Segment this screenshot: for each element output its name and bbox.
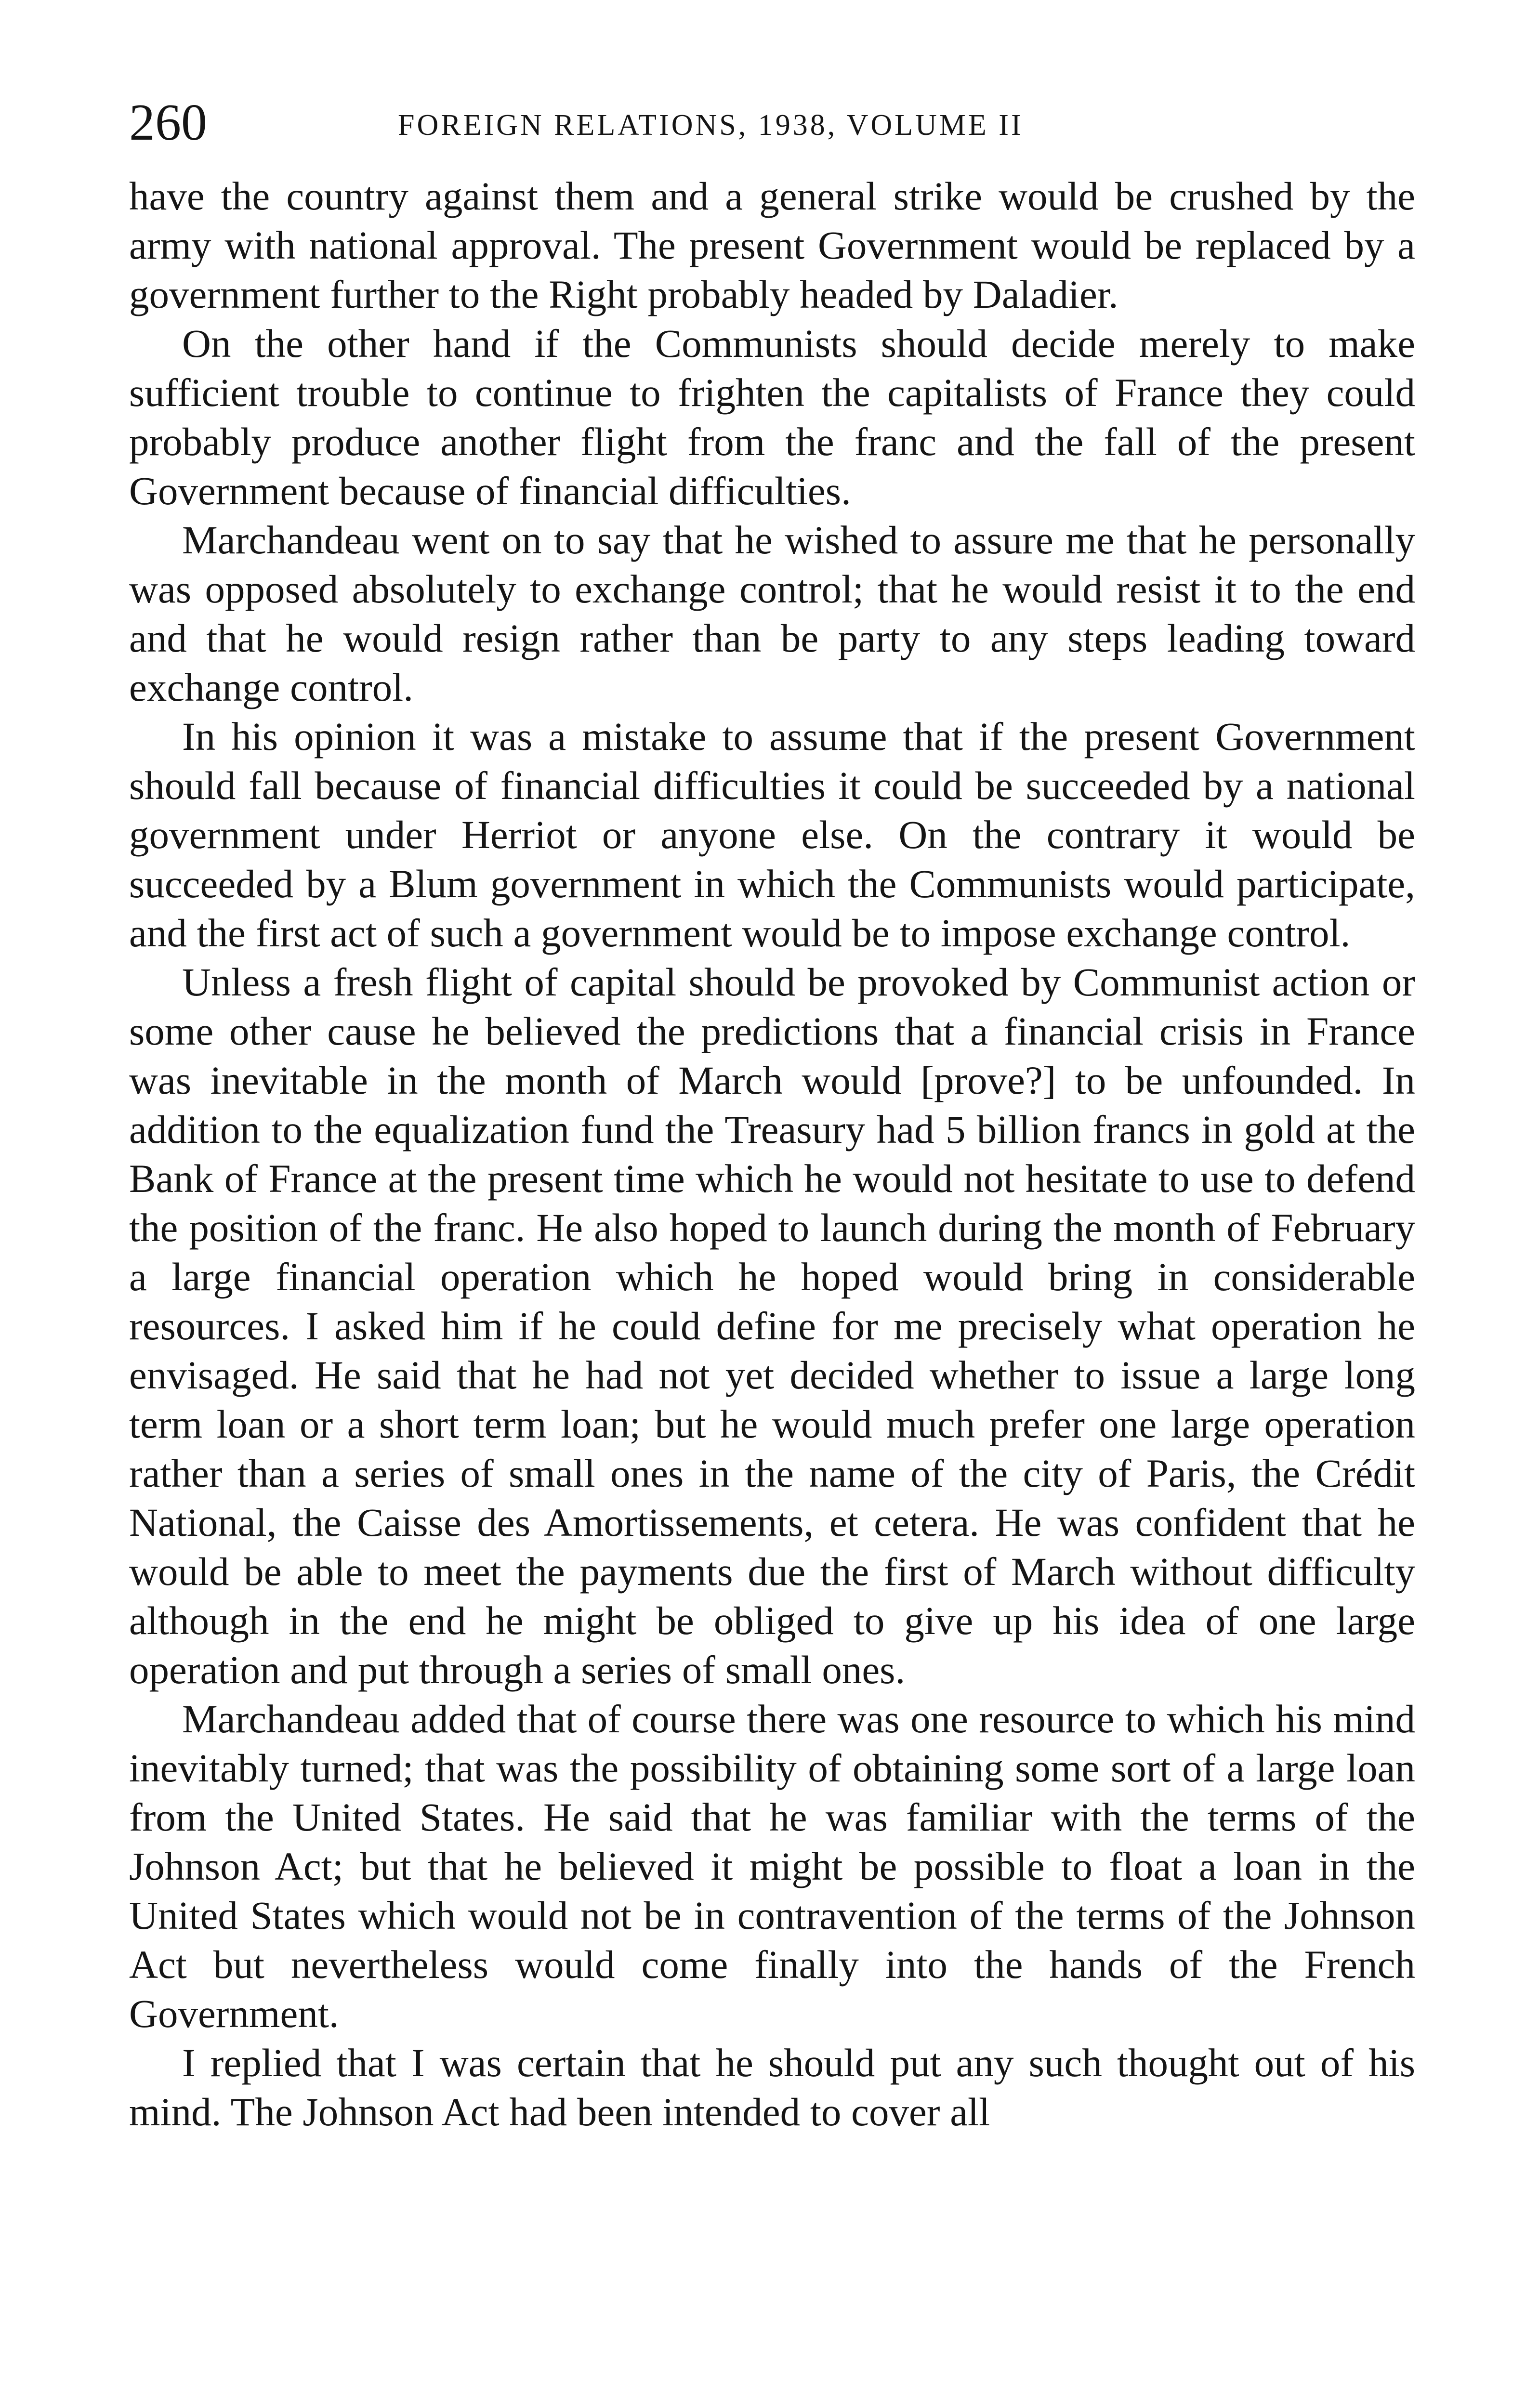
running-head: [129, 92, 1415, 154]
paragraph-loan-possibility: Marchandeau added that of course there was one resource to which his mind inevitably turned; that was the possibility of obtaining some sort of a large loan from the United States. He said that he was familiar with the terms of the Johnson Act; but that he believed it might be possible to float a loan in the United States which would not be in contravention of the terms of the Johnson Act but nevertheless would come finally into the hands of the French Government.: [129, 1697, 1415, 2036]
page-number: 260: [129, 94, 207, 151]
paragraph-financial-crisis: Unless a fresh flight of capital should be provoked by Communist action or some other cause he believed the predictions that a financial crisis in France was inevitable in the month of March would [prove?] to be unfounded. In addition to the equalization fund the Treasury had 5 billion francs in gold at the Bank of France at the present time which he would not hesitate to use to defend the position of the franc. He also hoped to launch during the month of February a large financial operation which he hoped would bring in considerable resources. I asked him if he could define for me precisely what operation he envisaged. He said that he had not yet decided whether to issue a large long term loan or a short term loan; but he would much prefer one large operation rather than a series of small ones in the name of the city of Paris, the Crédit National, the Caisse des Amortissements, et cetera. He was confident that he would be able to meet the payments due the first of March without difficulty although in the end he might be obliged to give up his idea of one large operation and put through a series of small ones.: [129, 960, 1415, 1692]
paragraph-continuation: have the country against them and a general strike would be crushed by the army with national approval. The present Government would be replaced by a government further to the Right probably headed by Daladier.: [129, 174, 1415, 316]
paragraph-communists: On the other hand if the Communists should decide merely to make sufficient trouble to continue to frighten the capitalists of France they could probably produce another flight from the franc and the fall of the present Government because of financial difficulties.: [129, 321, 1415, 513]
paragraph-exchange-control: Marchandeau went on to say that he wished to assure me that he personally was opposed absolutely to exchange control; that he would resist it to the end and that he would resign rather than be party to any steps leading toward exchange control.: [129, 518, 1415, 709]
paragraph-government-succession: In his opinion it was a mistake to assume that if the present Government should fall because of financial difficulties it could be succeeded by a national government under Herriot or anyone else. On the contrary it would be succeeded by a Blum government in which the Communists would participate, and the first act of such a government would be to impose exchange control.: [129, 714, 1415, 955]
body-text: [129, 171, 1415, 2136]
paragraph-reply: I replied that I was certain that he should put any such thought out of his mind. The Johnson Act had been intended to cover all: [129, 2041, 1415, 2134]
running-title: FOREIGN RELATIONS, 1938, VOLUME II: [398, 109, 1024, 142]
